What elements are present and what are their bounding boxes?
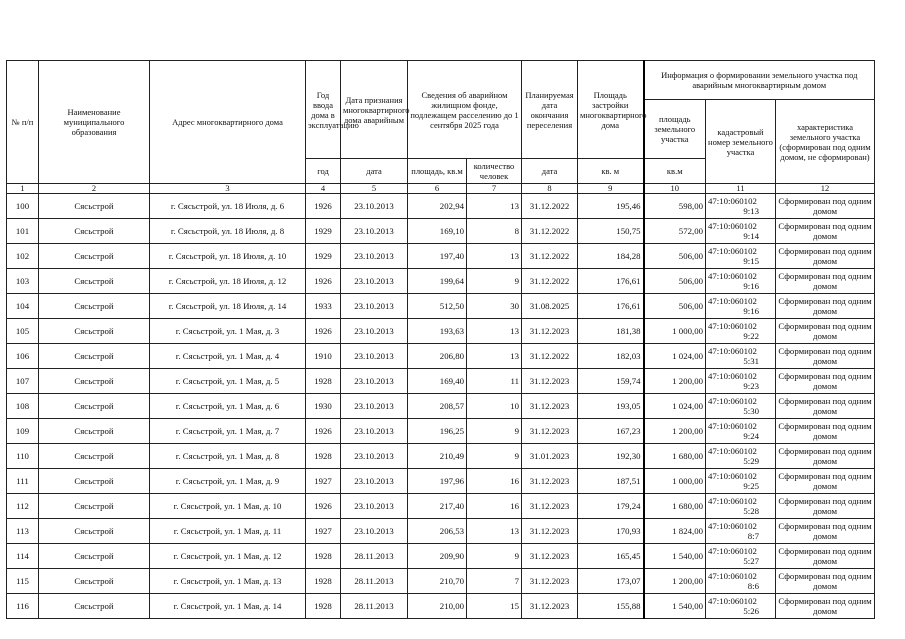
people-cell: 13 [467,194,522,219]
cadastral-cell [706,369,776,394]
cadastral-cell [706,444,776,469]
area-cell: 193,63 [408,319,467,344]
table-row [7,519,875,544]
area-cell: 206,80 [408,344,467,369]
cadastral-part-2: 9:16 [743,306,759,316]
people-cell: 11 [467,369,522,394]
area-cell: 206,53 [408,519,467,544]
land-area-cell: 1 680,00 [644,494,706,519]
cadastral-part-2: 5:30 [743,406,759,416]
column-number: 3 [150,184,306,194]
address-cell: г. Сясьстрой, ул. 18 Июля, д. 8 [150,219,306,244]
people-cell: 13 [467,319,522,344]
row-number: 103 [7,269,39,294]
year-cell: 1928 [306,369,341,394]
cadastral-part-2: 5:28 [743,506,759,516]
people-cell: 9 [467,544,522,569]
row-number: 107 [7,369,39,394]
cadastral-part-1: 47:10:060102 [708,246,757,256]
people-cell: 30 [467,294,522,319]
recognition-date-cell: 23.10.2013 [341,419,408,444]
municipality-cell: Сясьстрой [39,444,150,469]
cadastral-part-2: 5:27 [743,556,759,566]
recognition-date-cell: 23.10.2013 [341,344,408,369]
built-area-cell: 193,05 [578,394,644,419]
row-number: 100 [7,194,39,219]
area-cell: 217,40 [408,494,467,519]
area-cell: 210,49 [408,444,467,469]
planned-date-cell: 31.12.2023 [522,469,578,494]
year-cell: 1933 [306,294,341,319]
year-cell: 1926 [306,494,341,519]
cadastral-part-2: 9:14 [743,231,759,241]
unit-date: дата [341,159,408,184]
row-number: 112 [7,494,39,519]
built-area-cell: 176,61 [578,294,644,319]
cadastral-cell [706,519,776,544]
characteristic-cell: Сформирован под одним домом [776,219,875,244]
land-area-cell: 506,00 [644,269,706,294]
municipality-cell: Сясьстрой [39,219,150,244]
cadastral-part-2: 9:24 [743,431,759,441]
people-cell: 15 [467,594,522,619]
recognition-date-cell: 23.10.2013 [341,194,408,219]
cadastral-part-2: 5:29 [743,456,759,466]
land-area-cell: 1 000,00 [644,469,706,494]
land-area-cell: 598,00 [644,194,706,219]
characteristic-cell: Сформирован под одним домом [776,244,875,269]
people-cell: 16 [467,494,522,519]
planned-date-cell: 31.12.2023 [522,519,578,544]
land-area-cell: 506,00 [644,244,706,269]
area-cell: 199,64 [408,269,467,294]
row-number: 115 [7,569,39,594]
header-num: № п/п [7,61,39,184]
built-area-cell: 184,28 [578,244,644,269]
address-cell: г. Сясьстрой, ул. 1 Мая, д. 9 [150,469,306,494]
characteristic-cell: Сформирован под одним домом [776,369,875,394]
table-row [7,344,875,369]
planned-date-cell: 31.12.2022 [522,244,578,269]
area-cell: 512,50 [408,294,467,319]
planned-date-cell: 31.12.2023 [522,369,578,394]
people-cell: 9 [467,419,522,444]
built-area-cell: 159,74 [578,369,644,394]
header-year: Год ввода дома в эксплуатацию [306,61,341,159]
municipality-cell: Сясьстрой [39,569,150,594]
planned-date-cell: 31.12.2023 [522,544,578,569]
area-cell: 197,96 [408,469,467,494]
area-cell: 169,40 [408,369,467,394]
header-cadastral: кадастровый номер земельного участка [706,100,776,184]
unit-kvm: кв. м [578,159,644,184]
cadastral-cell [706,394,776,419]
recognition-date-cell: 23.10.2013 [341,219,408,244]
land-area-cell: 506,00 [644,294,706,319]
cadastral-cell [706,244,776,269]
cadastral-part-1: 47:10:060102 [708,296,757,306]
land-area-cell: 1 024,00 [644,344,706,369]
recognition-date-cell: 23.10.2013 [341,294,408,319]
address-cell: г. Сясьстрой, ул. 1 Мая, д. 6 [150,394,306,419]
area-cell: 196,25 [408,419,467,444]
column-number-row [7,184,875,194]
recognition-date-cell: 23.10.2013 [341,244,408,269]
cadastral-part-1: 47:10:060102 [708,571,757,581]
planned-date-cell: 31.12.2022 [522,344,578,369]
planned-date-cell: 31.12.2023 [522,494,578,519]
header-address: Адрес многоквартирного дома [150,61,306,184]
municipality-cell: Сясьстрой [39,269,150,294]
table-row [7,319,875,344]
row-number: 105 [7,319,39,344]
row-number: 106 [7,344,39,369]
cadastral-part-2: 9:13 [743,206,759,216]
year-cell: 1926 [306,194,341,219]
recognition-date-cell: 23.10.2013 [341,519,408,544]
land-area-cell: 1 200,00 [644,419,706,444]
land-area-cell: 1 824,00 [644,519,706,544]
built-area-cell: 195,46 [578,194,644,219]
year-cell: 1929 [306,244,341,269]
cadastral-cell [706,419,776,444]
year-cell: 1927 [306,469,341,494]
built-area-cell: 192,30 [578,444,644,469]
characteristic-cell: Сформирован под одним домом [776,194,875,219]
recognition-date-cell: 23.10.2013 [341,369,408,394]
row-number: 113 [7,519,39,544]
cadastral-cell [706,494,776,519]
land-area-cell: 1 540,00 [644,544,706,569]
cadastral-cell [706,594,776,619]
header-land-info: Информация о формировании земельного участка под аварийным многоквартирным домом [644,61,875,100]
unit-kvm-land: кв.м [644,159,706,184]
address-cell: г. Сясьстрой, ул. 18 Июля, д. 14 [150,294,306,319]
built-area-cell: 181,38 [578,319,644,344]
land-area-cell: 1 540,00 [644,594,706,619]
planned-date-cell: 31.12.2023 [522,419,578,444]
area-cell: 169,10 [408,219,467,244]
address-cell: г. Сясьстрой, ул. 1 Мая, д. 10 [150,494,306,519]
people-cell: 9 [467,269,522,294]
cadastral-part-2: 8:6 [747,581,759,591]
built-area-cell: 179,24 [578,494,644,519]
people-cell: 13 [467,344,522,369]
cadastral-part-1: 47:10:060102 [708,396,757,406]
cadastral-part-2: 5:26 [743,606,759,616]
table-row [7,419,875,444]
row-number: 101 [7,219,39,244]
planned-date-cell: 31.01.2023 [522,444,578,469]
unit-date-plan: дата [522,159,578,184]
land-area-cell: 1 200,00 [644,369,706,394]
people-cell: 13 [467,244,522,269]
address-cell: г. Сясьстрой, ул. 1 Мая, д. 3 [150,319,306,344]
cadastral-part-1: 47:10:060102 [708,471,757,481]
municipality-cell: Сясьстрой [39,494,150,519]
built-area-cell: 182,03 [578,344,644,369]
people-cell: 13 [467,519,522,544]
unit-year: год [306,159,341,184]
cadastral-part-1: 47:10:060102 [708,546,757,556]
year-cell: 1928 [306,569,341,594]
land-area-cell: 1 680,00 [644,444,706,469]
address-cell: г. Сясьстрой, ул. 1 Мая, д. 11 [150,519,306,544]
table-row [7,369,875,394]
table-row [7,294,875,319]
cadastral-cell [706,569,776,594]
characteristic-cell: Сформирован под одним домом [776,419,875,444]
cadastral-part-1: 47:10:060102 [708,196,757,206]
cadastral-part-2: 9:15 [743,256,759,266]
column-number: 8 [522,184,578,194]
column-number: 2 [39,184,150,194]
cadastral-cell [706,194,776,219]
cadastral-cell [706,544,776,569]
cadastral-part-1: 47:10:060102 [708,596,757,606]
year-cell: 1928 [306,544,341,569]
column-number: 11 [706,184,776,194]
recognition-date-cell: 23.10.2013 [341,469,408,494]
table-row [7,244,875,269]
cadastral-cell [706,294,776,319]
recognition-date-cell: 28.11.2013 [341,544,408,569]
column-number: 5 [341,184,408,194]
built-area-cell: 150,75 [578,219,644,244]
year-cell: 1928 [306,444,341,469]
built-area-cell: 176,61 [578,269,644,294]
municipality-cell: Сясьстрой [39,394,150,419]
people-cell: 7 [467,569,522,594]
people-cell: 10 [467,394,522,419]
column-number: 7 [467,184,522,194]
land-area-cell: 572,00 [644,219,706,244]
table-row [7,569,875,594]
header-municipality: Наименование муниципального образования [39,61,150,184]
planned-date-cell: 31.12.2022 [522,269,578,294]
address-cell: г. Сясьстрой, ул. 18 Июля, д. 12 [150,269,306,294]
address-cell: г. Сясьстрой, ул. 18 Июля, д. 6 [150,194,306,219]
address-cell: г. Сясьстрой, ул. 1 Мая, д. 13 [150,569,306,594]
unit-people: количество человек [467,159,522,184]
recognition-date-cell: 23.10.2013 [341,444,408,469]
table-row [7,219,875,244]
table-row [7,444,875,469]
cadastral-part-2: 9:16 [743,281,759,291]
characteristic-cell: Сформирован под одним домом [776,294,875,319]
header-planned-end: Планируемая дата окончания переселения [522,61,578,159]
address-cell: г. Сясьстрой, ул. 1 Мая, д. 4 [150,344,306,369]
recognition-date-cell: 23.10.2013 [341,269,408,294]
land-area-cell: 1 000,00 [644,319,706,344]
characteristic-cell: Сформирован под одним домом [776,269,875,294]
recognition-date-cell: 28.11.2013 [341,594,408,619]
area-cell: 197,40 [408,244,467,269]
built-area-cell: 155,88 [578,594,644,619]
cadastral-part-2: 5:31 [743,356,759,366]
area-cell: 202,94 [408,194,467,219]
address-cell: г. Сясьстрой, ул. 18 Июля, д. 10 [150,244,306,269]
row-number: 109 [7,419,39,444]
year-cell: 1926 [306,419,341,444]
column-number: 10 [644,184,706,194]
cadastral-part-2: 9:23 [743,381,759,391]
municipality-cell: Сясьстрой [39,544,150,569]
cadastral-cell [706,219,776,244]
characteristic-cell: Сформирован под одним домом [776,569,875,594]
area-cell: 210,00 [408,594,467,619]
cadastral-cell [706,469,776,494]
municipality-cell: Сясьстрой [39,519,150,544]
characteristic-cell: Сформирован под одним домом [776,594,875,619]
cadastral-part-1: 47:10:060102 [708,446,757,456]
municipality-cell: Сясьстрой [39,419,150,444]
planned-date-cell: 31.12.2022 [522,194,578,219]
table-row [7,594,875,619]
row-number: 102 [7,244,39,269]
characteristic-cell: Сформирован под одним домом [776,494,875,519]
cadastral-cell [706,319,776,344]
row-number: 114 [7,544,39,569]
recognition-date-cell: 28.11.2013 [341,569,408,594]
column-number: 4 [306,184,341,194]
table-row [7,544,875,569]
municipality-cell: Сясьстрой [39,194,150,219]
cadastral-cell [706,344,776,369]
table-row [7,494,875,519]
area-cell: 208,57 [408,394,467,419]
built-area-cell: 167,23 [578,419,644,444]
municipality-cell: Сясьстрой [39,294,150,319]
column-number: 6 [408,184,467,194]
land-area-cell: 1 200,00 [644,569,706,594]
cadastral-part-1: 47:10:060102 [708,321,757,331]
cadastral-part-1: 47:10:060102 [708,371,757,381]
cadastral-cell [706,269,776,294]
table-row [7,469,875,494]
year-cell: 1926 [306,319,341,344]
row-number: 108 [7,394,39,419]
header-built-area: Площадь застройки многоквартирного дома [578,61,644,159]
characteristic-cell: Сформирован под одним домом [776,394,875,419]
municipality-cell: Сясьстрой [39,319,150,344]
characteristic-cell: Сформирован под одним домом [776,519,875,544]
area-cell: 209,90 [408,544,467,569]
planned-date-cell: 31.12.2023 [522,594,578,619]
cadastral-part-2: 8:7 [747,531,759,541]
recognition-date-cell: 23.10.2013 [341,319,408,344]
characteristic-cell: Сформирован под одним домом [776,444,875,469]
people-cell: 16 [467,469,522,494]
address-cell: г. Сясьстрой, ул. 1 Мая, д. 7 [150,419,306,444]
address-cell: г. Сясьстрой, ул. 1 Мая, д. 12 [150,544,306,569]
address-cell: г. Сясьстрой, ул. 1 Мая, д. 14 [150,594,306,619]
planned-date-cell: 31.12.2022 [522,219,578,244]
land-area-cell: 1 024,00 [644,394,706,419]
municipality-cell: Сясьстрой [39,594,150,619]
characteristic-cell: Сформирован под одним домом [776,319,875,344]
header-land-area: площадь земельного участка [644,100,706,159]
cadastral-part-1: 47:10:060102 [708,496,757,506]
table-row [7,194,875,219]
year-cell: 1927 [306,519,341,544]
municipality-cell: Сясьстрой [39,369,150,394]
row-number: 104 [7,294,39,319]
characteristic-cell: Сформирован под одним домом [776,544,875,569]
year-cell: 1910 [306,344,341,369]
planned-date-cell: 31.08.2025 [522,294,578,319]
column-number: 9 [578,184,644,194]
municipality-cell: Сясьстрой [39,469,150,494]
municipality-cell: Сясьстрой [39,244,150,269]
column-number: 12 [776,184,875,194]
area-cell: 210,70 [408,569,467,594]
table-row [7,394,875,419]
built-area-cell: 173,07 [578,569,644,594]
cadastral-part-1: 47:10:060102 [708,221,757,231]
built-area-cell: 187,51 [578,469,644,494]
planned-date-cell: 31.12.2023 [522,569,578,594]
row-number: 111 [7,469,39,494]
cadastral-part-2: 9:22 [743,331,759,341]
emergency-housing-table [6,60,875,619]
header-characteristic: характеристика земельного участка (сформирован под одним домом, не сформирован) [776,100,875,184]
year-cell: 1928 [306,594,341,619]
people-cell: 8 [467,219,522,244]
address-cell: г. Сясьстрой, ул. 1 Мая, д. 5 [150,369,306,394]
municipality-cell: Сясьстрой [39,344,150,369]
year-cell: 1930 [306,394,341,419]
cadastral-part-1: 47:10:060102 [708,271,757,281]
cadastral-part-1: 47:10:060102 [708,421,757,431]
cadastral-part-2: 9:25 [743,481,759,491]
unit-area: площадь, кв.м [408,159,467,184]
year-cell: 1926 [306,269,341,294]
built-area-cell: 165,45 [578,544,644,569]
recognition-date-cell: 23.10.2013 [341,494,408,519]
header-recognition-date: Дата признания многоквартирного дома аварийным [341,61,408,159]
characteristic-cell: Сформирован под одним домом [776,469,875,494]
header-emergency-fund: Сведения об аварийном жилищном фонде, подлежащем расселению до 1 сентября 2025 года [408,61,522,159]
cadastral-part-1: 47:10:060102 [708,521,757,531]
characteristic-cell: Сформирован под одним домом [776,344,875,369]
planned-date-cell: 31.12.2023 [522,319,578,344]
built-area-cell: 170,93 [578,519,644,544]
year-cell: 1929 [306,219,341,244]
row-number: 116 [7,594,39,619]
column-number: 1 [7,184,39,194]
row-number: 110 [7,444,39,469]
address-cell: г. Сясьстрой, ул. 1 Мая, д. 8 [150,444,306,469]
planned-date-cell: 31.12.2023 [522,394,578,419]
table-row [7,269,875,294]
cadastral-part-1: 47:10:060102 [708,346,757,356]
people-cell: 9 [467,444,522,469]
recognition-date-cell: 23.10.2013 [341,394,408,419]
